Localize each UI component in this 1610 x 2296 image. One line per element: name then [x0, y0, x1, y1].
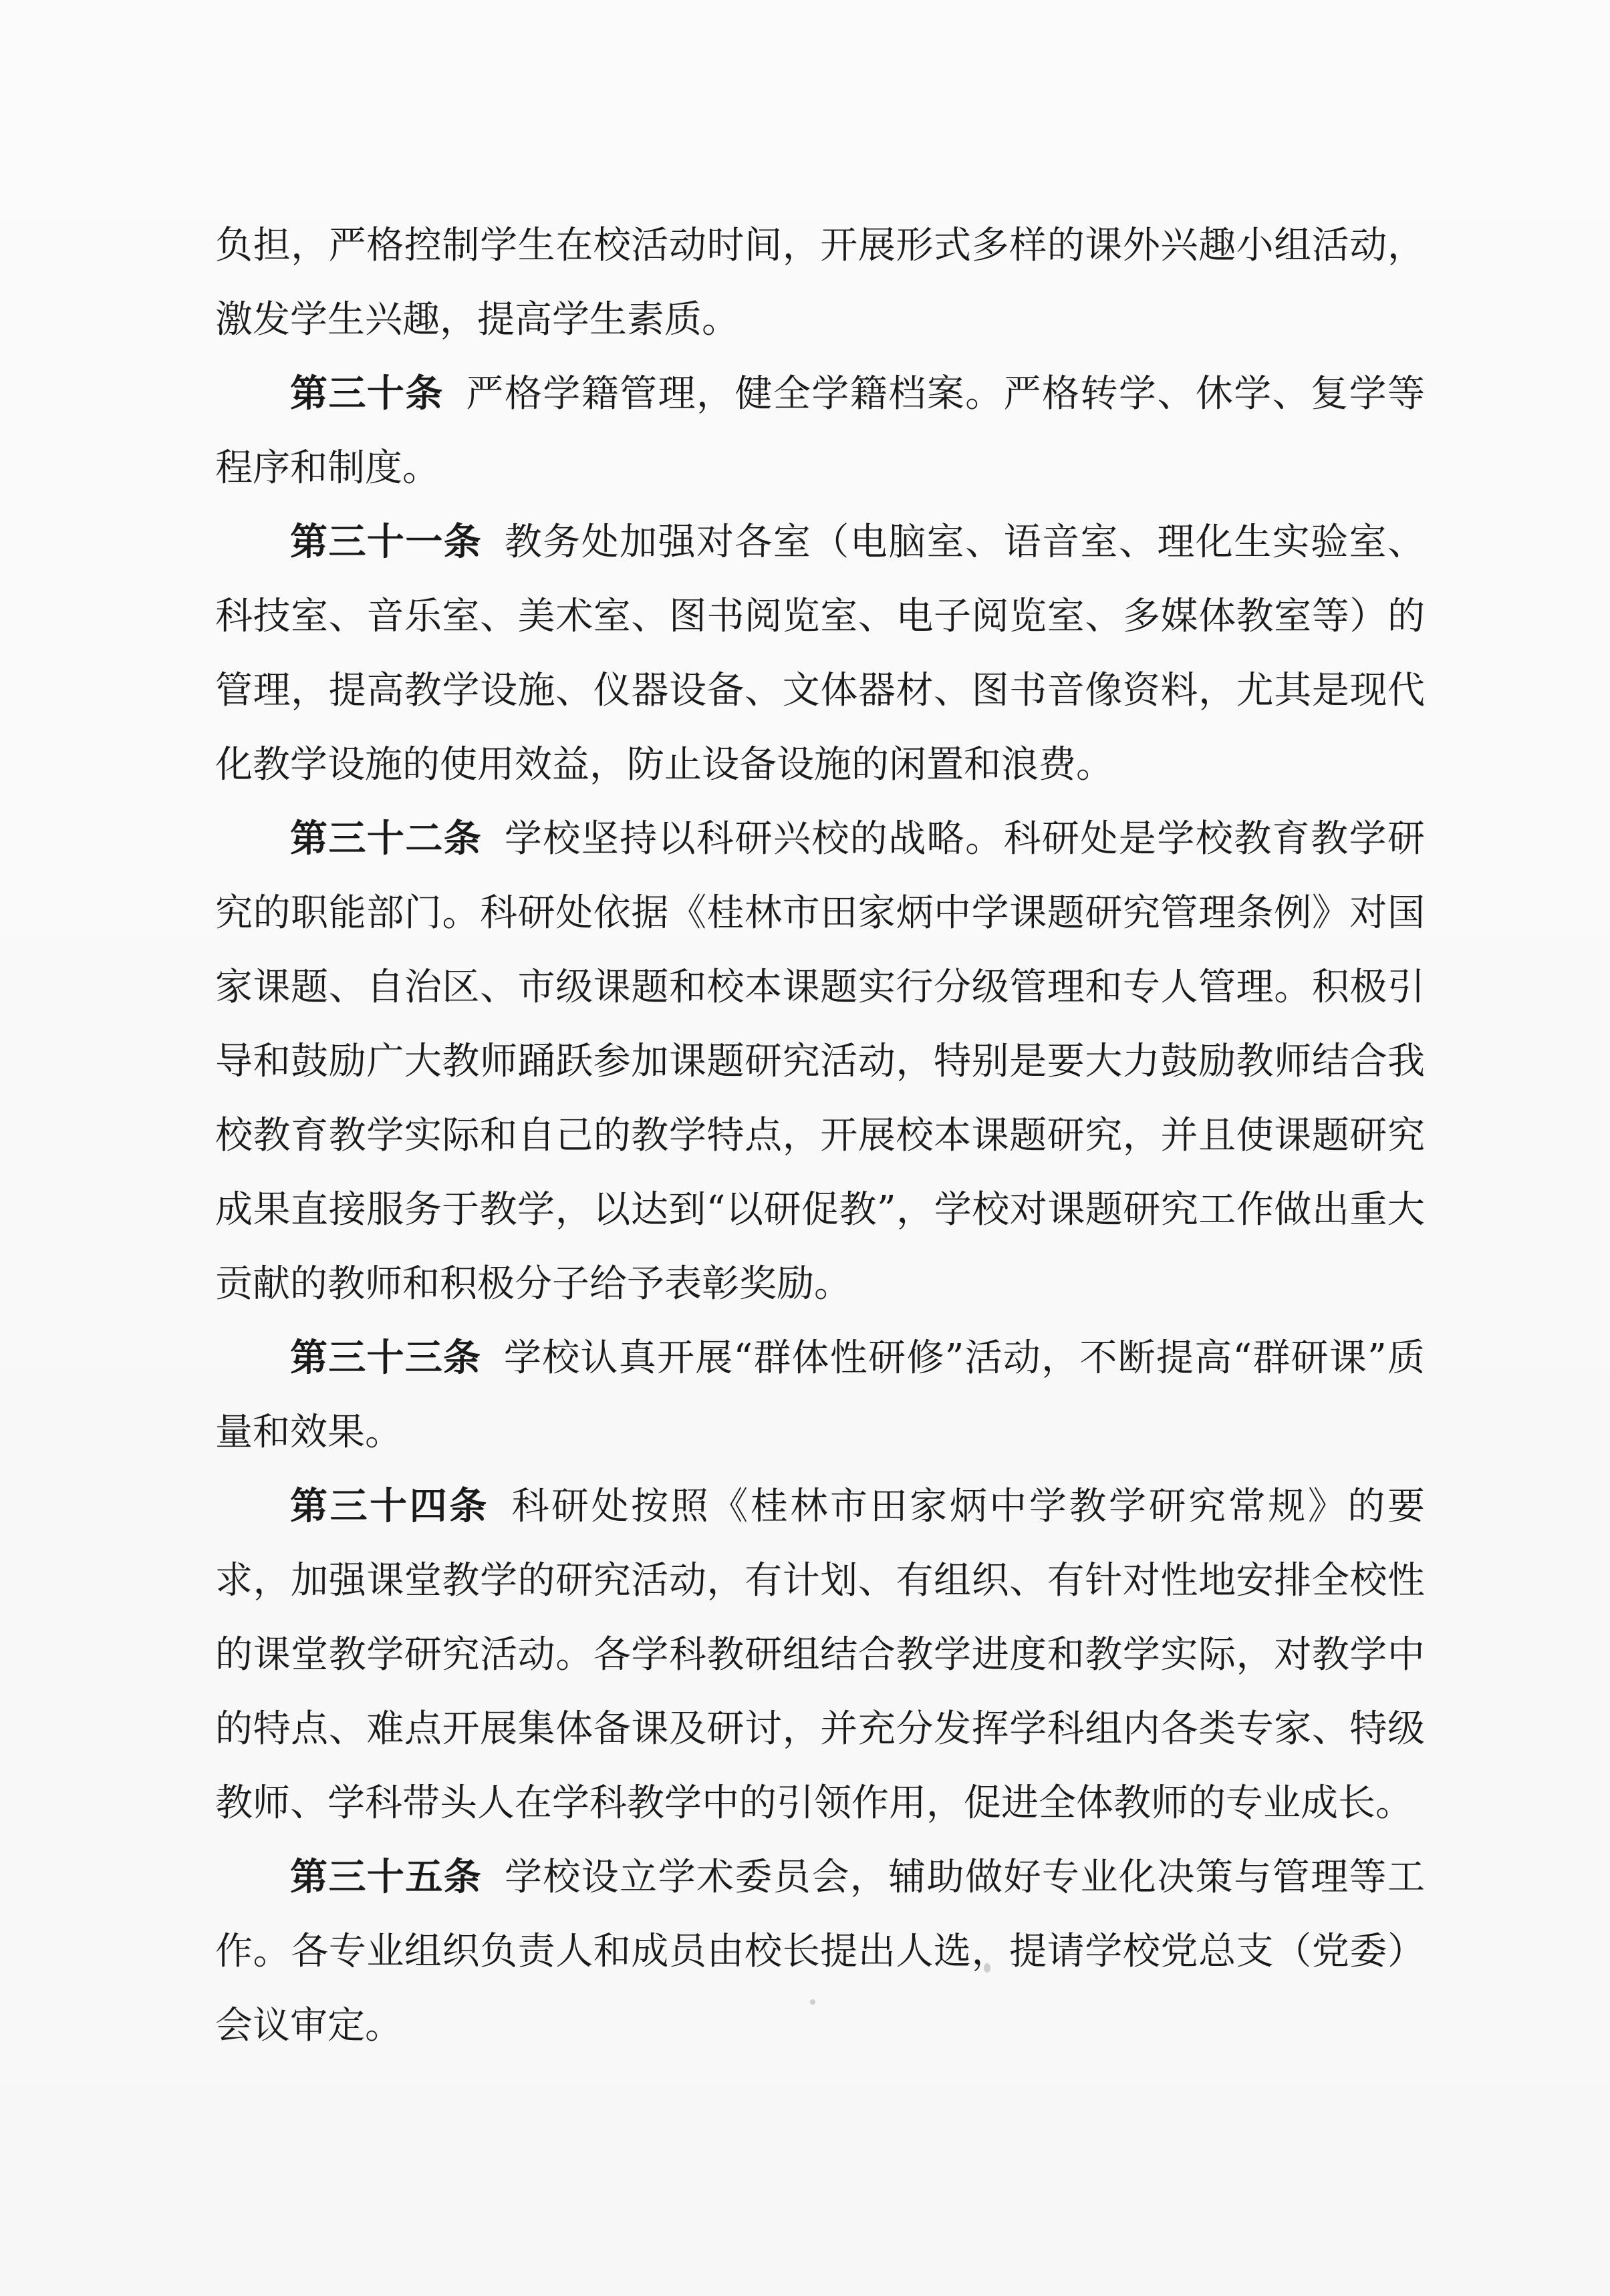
article-text: 教务处加强对各室（电脑室、语音室、理化生实验室、科技室、音乐室、美术室、图书阅览室、电子阅览室、多媒体教室等）的管理，提高教学设施、仪器设备、文体器材、图书音像资料，尤其是现代化教学设施的使用效益，防止设备设施的闲置和浪费。 — [215, 521, 1426, 786]
ink-speck — [984, 1963, 990, 1973]
article-heading: 第三十条 — [290, 372, 444, 416]
article-text: 学校认真开展“群体性研修”活动，不断提高“群研课”质量和效果。 — [215, 1336, 1426, 1454]
article-heading: 第三十四条 — [290, 1484, 489, 1528]
article-32 — [215, 802, 1425, 1321]
article-text: 学校坚持以科研兴校的战略。科研处是学校教育教学研究的职能部门。科研处依据《桂林市田家炳中学课题研究管理条例》对国家课题、自治区、市级课题和校本课题实行分级管理和专人管理。积极引导和鼓励广大教师踊跃参加课题研究活动，特别是要大力鼓励教师结合我校教育教学实际和自己的教学特点，开展校本课题研究，并且使课题研究成果直接服务于教学，以达到“以研促教”，学校对课题研究工作做出重大贡献的教师和积极分子给予表彰奖励。 — [215, 817, 1426, 1306]
article-34 — [215, 1469, 1425, 1840]
article-heading: 第三十一条 — [290, 520, 483, 564]
article-text: 严格学籍管理，健全学籍档案。严格转学、休学、复学等程序和制度。 — [215, 372, 1426, 490]
document-body — [215, 208, 1425, 2063]
article-30 — [215, 357, 1425, 505]
article-text: 科研处按照《桂林市田家炳中学教学研究常规》的要求，加强课堂教学的研究活动，有计划、有组织、有针对性地安排全校性的课堂教学研究活动。各学科教研组结合教学进度和教学实际，对教学中的特点、难点开展集体备课及研讨，并充分发挥学科组内各类专家、特级教师、学科带头人在学科教学中的引领作用，促进全体教师的专业成长。 — [215, 1485, 1426, 1825]
article-heading: 第三十二条 — [290, 817, 483, 861]
article-heading: 第三十五条 — [290, 1855, 483, 1899]
article-33 — [215, 1321, 1425, 1469]
article-35 — [215, 1840, 1425, 2063]
article-heading: 第三十三条 — [290, 1336, 482, 1380]
article-text: 学校设立学术委员会，辅助做好专业化决策与管理等工作。各专业组织负责人和成员由校长提出人选，提请学校党总支（党委）会议审定。 — [215, 1856, 1426, 2047]
ink-speck — [810, 1999, 815, 2005]
paragraph-continued — [215, 208, 1425, 357]
paragraph-text: 负担，严格控制学生在校活动时间，开展形式多样的课外兴趣小组活动，激发学生兴趣，提高学生素质。 — [215, 224, 1425, 341]
article-31 — [215, 505, 1425, 802]
